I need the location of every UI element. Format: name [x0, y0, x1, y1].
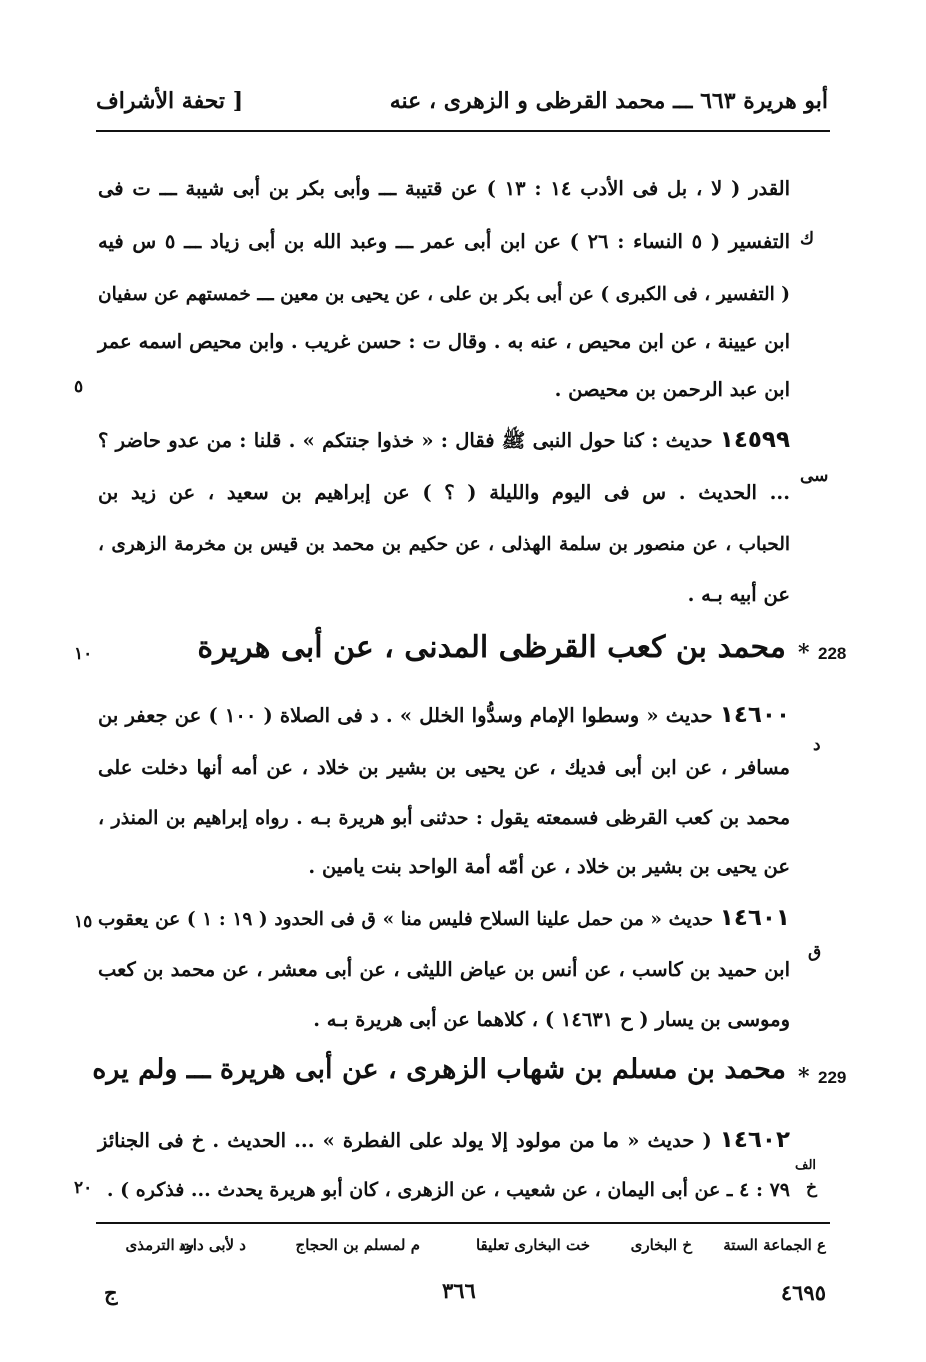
text-line: محمد بن كعب القرظى فسمعته يقول : حدثنى أبو هريرة بـه . رواه إبراهيم بن المنذر ، — [98, 807, 790, 829]
section-title: محمد بن مسلم بن شهاب الزهرى ، عن أبى هريرة ـــ ولم يره — [92, 1054, 786, 1085]
section-number: 228 — [818, 644, 847, 663]
margin-siglum-note: الف — [795, 1158, 817, 1173]
margin-siglum: سى — [800, 466, 829, 486]
text-line: ... الحديث . س فى اليوم والليلة ( ؟ ) عن إبراهيم بن سعيد ، عن زيد بن — [98, 481, 790, 504]
abbreviation-item: ت الترمذى — [125, 1236, 194, 1254]
hadith-number: ١٤٦٠٠ — [719, 702, 790, 728]
text-line — [98, 700, 790, 730]
text-line: وموسى بن يسار ( ح ١٤٦٣١ ) ، كلاهما عن أبى هريرة بـه . — [313, 1008, 790, 1031]
section-number: 229 — [818, 1068, 847, 1087]
hadith-text: ( حديث « ما من مولود إلا يولد على الفطرة » ... الحديث . خ فى الجنائز — [98, 1129, 712, 1152]
hadith-text: حديث « من حمل علينا السلاح فليس منا » ق فى الحدود ( ١٩ : ١ ) عن يعقوب — [98, 909, 714, 930]
text-line — [98, 1125, 790, 1155]
footnote-rule — [96, 1222, 830, 1224]
margin-line-number: ٢٠ — [74, 1178, 93, 1198]
margin-siglum: د — [813, 735, 821, 755]
abbreviation-item: خت البخارى تعليقا — [475, 1236, 590, 1254]
abbreviation-item: د لأبى داود — [178, 1236, 246, 1254]
star-marker: * — [798, 1064, 810, 1090]
text-line: عن يحيى بن بشير بن خلاد ، عن أمّه أمة الواحد بنت يامين . — [308, 855, 790, 878]
margin-siglum: ق — [808, 942, 822, 962]
hadith-text: حديث « وسطوا الإمام وسدُّوا الخلل » . د فى الصلاة ( ١٠٠ ) عن جعفر بن — [98, 704, 713, 727]
margin-line-number: ١٥ — [74, 912, 93, 932]
abbreviation-item: خ البخارى — [630, 1236, 692, 1254]
text-line: ( التفسير ، فى الكبرى ) عن أبى بكر بن على ، عن يحيى بن معين ـــ خمستهم عن سفيان — [98, 284, 790, 305]
text-line: ابن حميد بن كاسب ، عن أنس بن عياض الليثى ، عن أبى معشر ، عن محمد بن كعب — [98, 958, 790, 981]
hadith-text: حديث : كنا حول النبى ﷺ فقال : « خذوا جنتكم » . قلنا : من عدو حاضر ؟ — [98, 429, 713, 452]
page-footer-left: ج — [104, 1280, 118, 1305]
hadith-number: ١٤٦٠١ — [719, 905, 790, 931]
running-header-right: أبو هريرة ٦٦٣ ـــ محمد القرظى و الزهرى ، عنه — [389, 88, 828, 114]
text-line: ٧٩ : ٤ ـ عن أبى اليمان ، عن شعيب ، عن الزهرى ، كان أبو هريرة يحدث ... فذكره ) . — [106, 1179, 790, 1201]
margin-line-number: ٥ — [74, 377, 84, 397]
section-title: محمد بن كعب القرظى المدنى ، عن أبى هريرة — [197, 630, 786, 665]
text-line: القدر ( لا ، بل فى الأدب ١٤ : ١٣ ) عن قتيبة ـــ وأبى بكر بن أبى شيبة ـــ ت فى — [98, 177, 790, 200]
header-rule — [96, 130, 830, 132]
text-line — [98, 425, 790, 455]
running-header-left: [ تحفة الأشراف — [96, 88, 244, 114]
hadith-number: ١٤٥٩٩ — [719, 427, 790, 453]
text-line: مسافر ، عن ابن أبى فديك ، عن يحيى بن بشير بن خلاد ، عن أمه أنها دخلت على — [98, 756, 790, 779]
page-footer-right: ٤٦٩٥ — [780, 1280, 826, 1305]
margin-line-number: ١٠ — [74, 644, 93, 664]
text-line: التفسير ( ٥ النساء : ٢٦ ) عن ابن أبى عمر ـــ وعبد الله بن أبى زياد ـــ ٥ س فيه — [98, 230, 790, 253]
page-number: ٣٦٦ — [442, 1278, 476, 1303]
text-line: ابن عيينة ، عن ابن محيص ، عنه به . وقال ت : حسن غريب . وابن محيص اسمه عمر — [98, 330, 790, 353]
text-line: ابن عبد الرحمن بن محيصن . — [554, 378, 790, 401]
text-line — [98, 903, 790, 933]
margin-siglum: خ — [806, 1178, 817, 1198]
margin-siglum: ك — [800, 229, 815, 249]
text-line: الحباب ، عن منصور بن سلمة الهذلى ، عن حكيم بن محمد بن قيس بن مخرمة الزهرى ، — [98, 534, 790, 555]
abbreviation-item: م لمسلم بن الحجاج — [295, 1236, 420, 1254]
text-line: عن أبيه بـه . — [687, 583, 790, 606]
star-marker: * — [798, 640, 810, 666]
abbreviation-item: ع الجماعة الستة — [723, 1236, 826, 1254]
hadith-number: ١٤٦٠٢ — [719, 1127, 790, 1153]
